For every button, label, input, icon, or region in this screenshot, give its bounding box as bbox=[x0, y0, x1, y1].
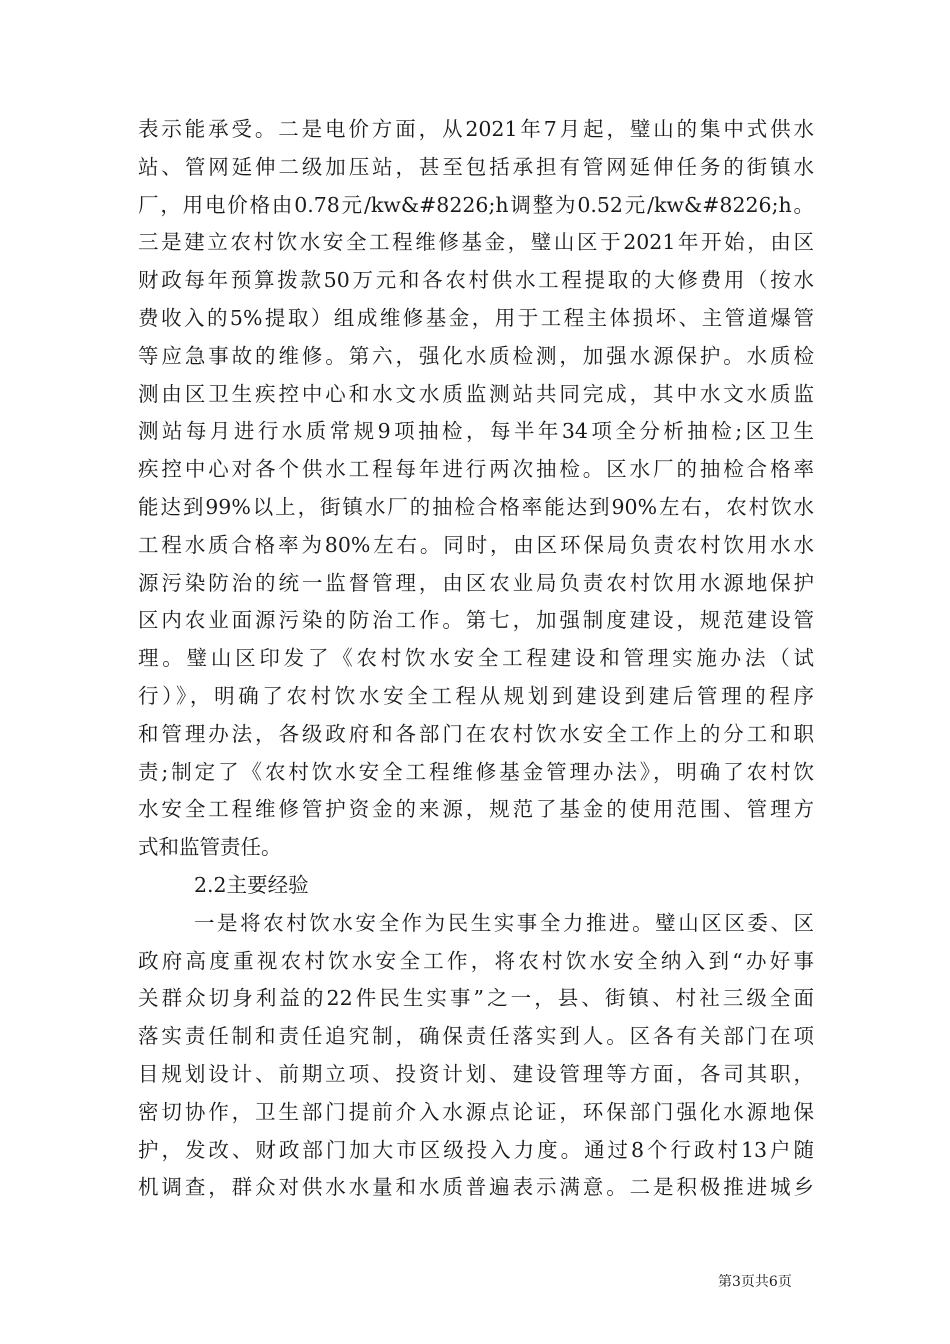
text-line: 责;制定了《农村饮水安全工程维修基金管理办法》，明确了农村饮 bbox=[138, 759, 814, 784]
body-text bbox=[138, 111, 814, 1207]
text-line: 测由区卫生疾控中心和水文水质监测站共同完成，其中水文水质监 bbox=[138, 381, 814, 406]
text-line: 行）》，明确了农村饮水安全工程从规划到建设到建后管理的程序 bbox=[138, 683, 814, 708]
text-line: 站、管网延伸二级加压站，甚至包括承担有管网延伸任务的街镇水 bbox=[138, 154, 814, 179]
text-line: 费收入的5%提取）组成维修基金，用于工程主体损坏、主管道爆管 bbox=[138, 305, 814, 330]
page-number-footer: 第3页共6页 bbox=[718, 1274, 792, 1290]
text-line: 理。璧山区印发了《农村饮水安全工程建设和管理实施办法（试 bbox=[138, 646, 814, 671]
text-line: 和管理办法，各级政府和各部门在农村饮水安全工作上的分工和职 bbox=[138, 721, 814, 746]
text-line: 密切协作，卫生部门提前介入水源点论证，环保部门强化水源地保 bbox=[138, 1099, 814, 1124]
text-line: 水安全工程维修管护资金的来源，规范了基金的使用范围、管理方 bbox=[138, 797, 814, 822]
text-line: 等应急事故的维修。第六，强化水质检测，加强水源保护。水质检 bbox=[138, 343, 814, 368]
text-line: 机调查，群众对供水水量和水质普遍表示满意。二是积极推进城乡 bbox=[138, 1175, 814, 1200]
text-line: 源污染防治的统一监督管理，由区农业局负责农村饮用水源地保护 bbox=[138, 570, 814, 595]
text-line: 关群众切身利益的22件民生实事”之一，县、街镇、村社三级全面 bbox=[138, 986, 814, 1011]
text-line: 目规划设计、前期立项、投资计划、建设管理等方面，各司其职， bbox=[138, 1061, 814, 1086]
text-line: 厂，用电价格由0.78元/kw&#8226;h调整为0.52元/kw&#8226;h。 bbox=[138, 192, 814, 217]
text-line: 疾控中心对各个供水工程每年进行两次抽检。区水厂的抽检合格率 bbox=[138, 457, 814, 482]
text-line: 一是将农村饮水安全作为民生实事全力推进。璧山区区委、区 bbox=[194, 910, 814, 935]
text-line: 政府高度重视农村饮水安全工作，将农村饮水安全纳入到“办好事 bbox=[138, 948, 814, 973]
text-line: 工程水质合格率为80%左右。同时，由区环保局负责农村饮用水水 bbox=[138, 532, 814, 557]
text-line: 能达到99%以上，街镇水厂的抽检合格率能达到90%左右，农村饮水 bbox=[138, 494, 814, 519]
text-line: 表示能承受。二是电价方面，从2021年7月起，璧山的集中式供水 bbox=[138, 117, 814, 141]
text-line: 财政每年预算拨款50万元和各农村供水工程提取的大修费用（按水 bbox=[138, 268, 814, 293]
text-line: 护，发改、财政部门加大市区级投入力度。通过8个行政村13户随 bbox=[138, 1137, 814, 1162]
text-line: 式和监管责任。 bbox=[138, 835, 282, 860]
text-line: 测站每月进行水质常规9项抽检，每半年34项全分析抽检;区卫生 bbox=[138, 419, 814, 444]
text-line: 落实责任制和责任追究制，确保责任落实到人。区各有关部门在项 bbox=[138, 1024, 814, 1049]
text-line: 三是建立农村饮水安全工程维修基金，璧山区于2021年开始，由区 bbox=[138, 230, 814, 255]
text-line: 2.2主要经验 bbox=[194, 872, 309, 897]
text-line: 区内农业面源污染的防治工作。第七，加强制度建设，规范建设管 bbox=[138, 608, 814, 633]
